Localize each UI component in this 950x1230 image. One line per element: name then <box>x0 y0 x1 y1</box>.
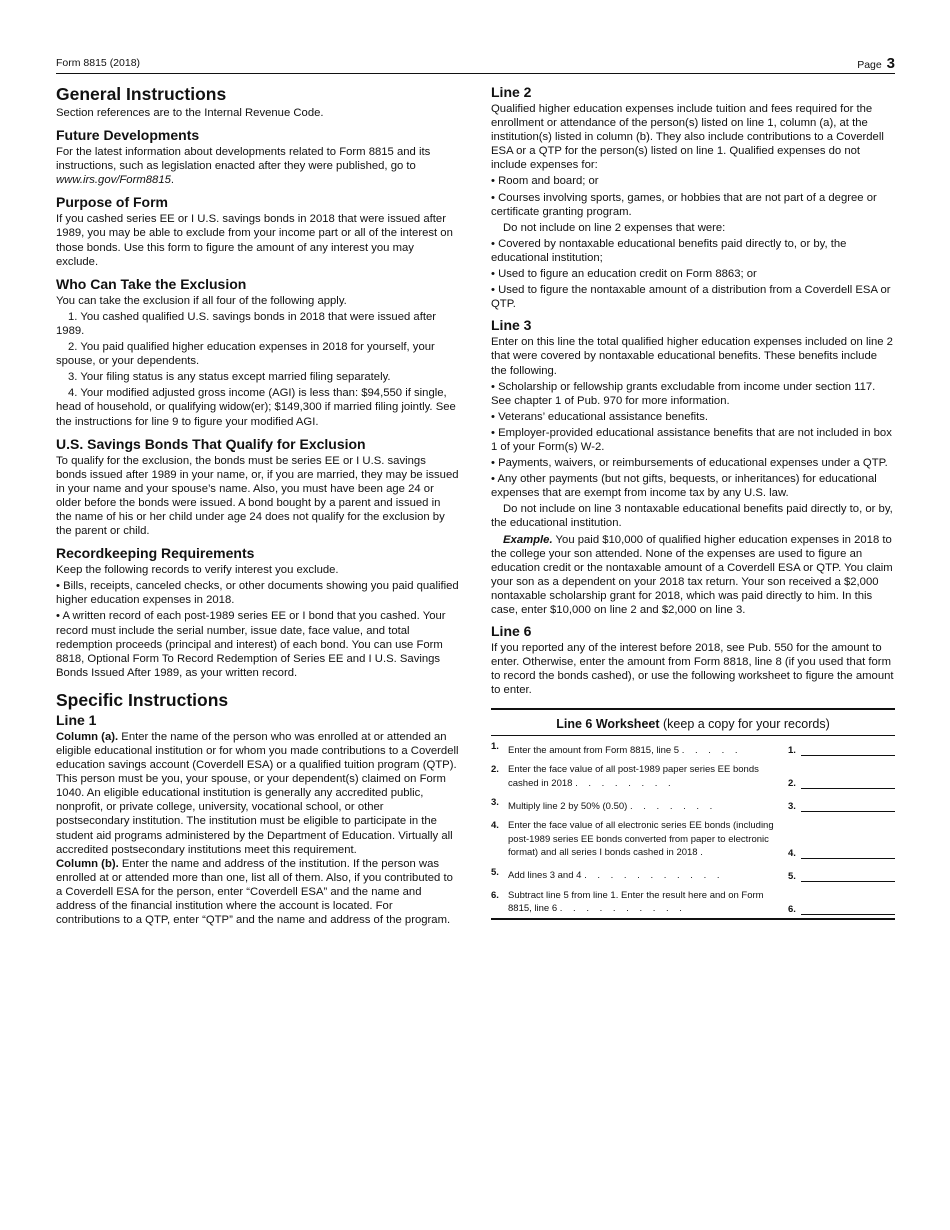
worksheet-row-text <box>508 819 776 860</box>
worksheet-row-dots: . . . . . . . <box>629 800 717 812</box>
line3-bullet: • Scholarship or fellowship grants excludable from income under section 117. See chapter 1 of Pub. 970 for more information. <box>491 380 876 407</box>
who-item: 1. You cashed qualified U.S. savings bonds in 2018 that were issued after 1989. <box>56 310 437 337</box>
column-b-label: Column (b). <box>56 857 119 870</box>
purpose-text: If you cashed series EE or I U.S. savings bonds in 2018 that were issued after 1989, you may be able to exclude from your income part or all of the interest on those bonds. Use this form to figure the amount of any interest you may exclude. <box>56 213 453 268</box>
worksheet-line-3-field[interactable] <box>801 799 895 812</box>
general-instructions-title: General Instructions <box>56 84 227 104</box>
worksheet-row-text <box>508 869 776 883</box>
column-b-text: Enter the name and address of the institution. If the person was enrolled at or attended more than one, list all of them. Also, if you contributed to a Coverdell ESA for the person, enter “Coverdell ESA” and the name and address of the financial institution where the account is located. For contributions to a QTP, enter “QTP” and the name and address of the program. <box>56 857 453 927</box>
line2-bullet: • Room and board; or <box>491 175 599 188</box>
worksheet-row-label: Enter the amount from Form 8815, line 5 <box>508 744 680 756</box>
line3-text: Enter on this line the total qualified higher education expenses included on line 2 that were covered by nontaxable educational benefits. These benefits include the following. <box>491 336 893 377</box>
worksheet-line-number: 4. <box>788 847 796 859</box>
worksheet-row-4 <box>491 815 895 862</box>
page-number: 3 <box>886 55 895 72</box>
worksheet-row-number: 6. <box>491 889 499 901</box>
worksheet-row-1 <box>491 736 895 759</box>
worksheet-line-number: 5. <box>788 870 796 882</box>
worksheet-line-1-field[interactable] <box>801 743 895 756</box>
worksheet-row-number: 4. <box>491 820 499 832</box>
worksheet-row-number: 5. <box>491 866 499 878</box>
worksheet-row-label: Subtract line 5 from line 1. Enter the result here and on Form 8815, line 6 <box>508 889 764 915</box>
line3-bullet: • Employer-provided educational assistance benefits that are not included in box 1 of your Form(s) W-2. <box>491 426 892 453</box>
who-heading: Who Can Take the Exclusion <box>56 275 247 292</box>
line6-worksheet <box>491 708 895 920</box>
bonds-heading: U.S. Savings Bonds That Qualify for Exclusion <box>56 435 366 452</box>
line1-column-a <box>56 730 459 857</box>
line3-note: Do not include on line 3 nontaxable educational benefits paid directly to, or by, the educational institution. <box>491 503 893 530</box>
line1-column-b <box>56 857 459 927</box>
future-developments-text <box>56 145 459 187</box>
left-column <box>56 84 459 927</box>
line2-text: Qualified higher education expenses include tuition and fees required for the enrollment or attendance of the person(s) listed on line 1, column (a), at the institution(s) listed in column (b). They also include contributions to a Coverdell ESA or a QTP for the person(s) listed on line 1. Qualified expenses do not include expenses for: <box>491 103 884 172</box>
worksheet-row-dots: . . . . . . . . . . . <box>584 870 724 882</box>
right-column <box>491 84 895 920</box>
form-label: Form 8815 (2018) <box>56 57 141 69</box>
worksheet-row-3 <box>491 792 895 815</box>
who-item: 2. You paid qualified higher education expenses in 2018 for yourself, your spouse, or your dependents. <box>56 341 435 368</box>
worksheet-line-number: 6. <box>788 903 796 915</box>
worksheet-line-2-field[interactable] <box>801 776 895 789</box>
worksheet-row-label: Enter the face value of all electronic series EE bonds (including post-1989 series EE bonds converted from paper to electronic format) and all series I bonds cashed in 2018 <box>508 820 774 859</box>
who-item: 3. Your filing status is any status except married filing separately. <box>68 371 391 384</box>
who-item: 4. Your modified adjusted gross income (AGI) is less than: $94,550 if single, head of household, or qualifying widow(er); $149,300 if married filing jointly. See the instructions for line 9 to figure your modified AGI. <box>56 387 456 428</box>
irs-form-link[interactable]: www.irs.gov/Form8815 <box>56 174 171 187</box>
example-text: You paid $10,000 of qualified higher education expenses in 2018 to the college your son attended. None of the expenses are used to figure an education credit or the nontaxable amount of a Coverdell ESA or QTP. You claim your son as a dependent on your 2018 tax return. Your son received a $2,000 nontaxable scholarship grant for 2018, which was paid directly to him. In this case, enter $10,000 on line 2 and $2,000 on line 3. <box>491 533 893 616</box>
page-indicator <box>857 55 895 72</box>
worksheet-row-text <box>508 889 776 916</box>
worksheet-row-text <box>508 800 776 814</box>
records-heading: Recordkeeping Requirements <box>56 545 255 562</box>
purpose-heading: Purpose of Form <box>56 194 169 211</box>
line6-text: If you reported any of the interest before 2018, see Pub. 550 for the amount to enter. Otherwise, enter the amount from Form 8818, line 8 (if you used that form to record the bonds cashed), or use the following worksheet to figure the amount to enter. <box>491 642 894 697</box>
worksheet-row-text <box>508 763 776 790</box>
worksheet-line-6-field[interactable] <box>801 902 895 915</box>
general-intro: Section references are to the Internal Revenue Code. <box>56 107 324 119</box>
line2-bullet: • Used to figure the nontaxable amount of a distribution from a Coverdell ESA or QTP. <box>491 284 891 311</box>
worksheet-row-number: 3. <box>491 797 499 809</box>
worksheet-row-label: Multiply line 2 by 50% (0.50) <box>508 800 628 812</box>
page-header <box>56 55 895 74</box>
line3-bullet: • Payments, waivers, or reimbursements of educational expenses under a QTP. <box>491 457 888 470</box>
future-text-after: . <box>170 174 175 187</box>
line2-bullet: • Courses involving sports, games, or hobbies that are not part of a degree or certificate granting program. <box>491 191 877 218</box>
worksheet-row-6 <box>491 885 895 918</box>
worksheet-title-main: Line 6 Worksheet <box>556 717 660 732</box>
worksheet-row-label: Enter the face value of all post-1989 paper series EE bonds cashed in 2018 <box>508 764 759 789</box>
worksheet-row-5 <box>491 862 895 885</box>
worksheet-row-number: 2. <box>491 764 499 776</box>
line2-heading: Line 2 <box>491 84 532 100</box>
worksheet-row-dots: . <box>700 847 707 859</box>
example-label: Example. <box>503 533 553 546</box>
line1-heading: Line 1 <box>56 711 97 728</box>
column-a-label: Column (a). <box>56 730 119 743</box>
worksheet-row-dots: . . . . . . . . . . <box>559 903 686 915</box>
line3-bullet: • Veterans’ educational assistance benefits. <box>491 410 709 423</box>
line2-bullet: • Covered by nontaxable educational benefits paid directly to, or by, the educational institution; <box>491 237 847 264</box>
future-developments-heading: Future Developments <box>56 127 200 144</box>
who-intro: You can take the exclusion if all four of the following apply. <box>56 294 347 307</box>
line6-heading: Line 6 <box>491 623 532 640</box>
line2-bullet: • Used to figure an education credit on Form 8863; or <box>491 268 757 281</box>
worksheet-row-dots: . . . . . . . . <box>575 777 675 789</box>
worksheet-line-number: 3. <box>788 801 796 813</box>
worksheet-row-number: 1. <box>491 741 499 753</box>
worksheet-title <box>491 710 895 736</box>
worksheet-line-5-field[interactable] <box>801 869 895 882</box>
worksheet-line-4-field[interactable] <box>801 846 895 859</box>
worksheet-row-label: Add lines 3 and 4 <box>508 870 582 882</box>
worksheet-row-dots: . . . . . <box>681 744 742 756</box>
records-intro: Keep the following records to verify interest you exclude. <box>56 564 339 577</box>
line2-note: Do not include on line 2 expenses that were: <box>503 221 726 234</box>
future-text-before: For the latest information about developments related to Form 8815 and its instructions, such as legislation enacted after they were published, go to <box>56 146 431 173</box>
specific-instructions-title: Specific Instructions <box>56 689 229 710</box>
records-bullet: • Bills, receipts, canceled checks, or other documents showing you paid qualified higher education expenses in 2018. <box>56 580 459 607</box>
line3-example <box>491 533 895 618</box>
bonds-text: To qualify for the exclusion, the bonds must be series EE or I U.S. savings bonds issued after 1989 in your name, or, if you are married, they may be issued in your name and your spouse’s name. Also, you must have been age 24 or older before the bonds were issued. A bond bought by a parent and issued in the name of his or her child under age 24 does not qualify for the exclusion by the parent or child. <box>56 454 459 538</box>
worksheet-line-number: 2. <box>788 778 796 790</box>
page-prefix: Page <box>857 59 882 71</box>
worksheet-subtitle: (keep a copy for your records) <box>663 717 830 732</box>
line3-bullet: • Any other payments (but not gifts, bequests, or inheritances) for educational expenses that are exempt from income tax by any U.S. law. <box>491 473 877 500</box>
line3-heading: Line 3 <box>491 317 532 334</box>
worksheet-line-number: 1. <box>788 745 796 757</box>
column-a-text: Enter the name of the person who was enrolled at or attended an eligible educational institution or for whom you made contributions to a Coverdell education savings account (Coverdell ESA) or a qualified tuition program (QTP). This person must be you, your spouse, or your dependent(s) claimed on Form 1040. An eligible educational institution is generally any accredited public, nonprofit, or private college, university, vocational school, or other postsecondary institution. The institution must be eligible to participate in the student aid programs administered by the Department of Education. Virtually all accredited postsecondary institutions meet this requirement. <box>56 730 459 856</box>
worksheet-row-2 <box>491 759 895 792</box>
worksheet-row-text <box>508 744 776 758</box>
records-bullet: • A written record of each post-1989 series EE or I bond that you cashed. Your record must include the serial number, issue date, face value, and total redemption proceeds (principal and interest) of each bond. You can use Form 8818, Optional Form To Record Redemption of Series EE and I U.S. Savings Bonds Issued After 1989, as your written record. <box>56 610 446 679</box>
